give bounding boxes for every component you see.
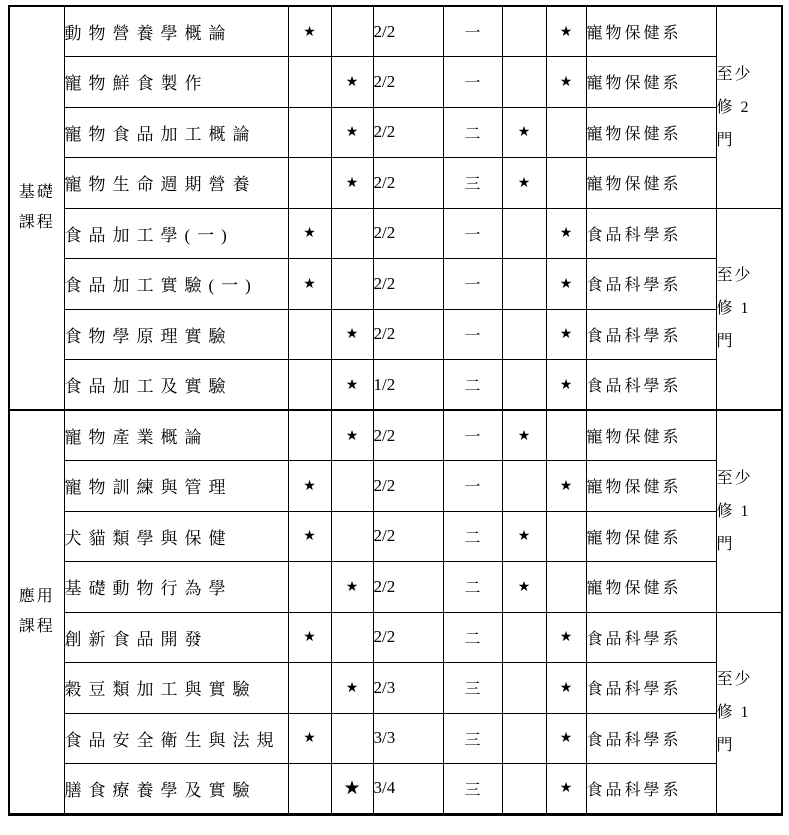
requirement-line: 門 xyxy=(716,131,735,149)
star-cell xyxy=(331,511,373,562)
star-icon: ★ xyxy=(303,23,316,40)
year-cell: 一 xyxy=(443,208,502,259)
credits-cell: 2/2 xyxy=(373,562,443,613)
requirement-cell xyxy=(716,208,782,410)
department-cell: 食品科學系 xyxy=(586,764,716,815)
department-cell: 食品科學系 xyxy=(586,663,716,714)
star-icon: ★ xyxy=(343,777,361,800)
table-row xyxy=(9,309,782,360)
star-cell xyxy=(331,360,373,411)
star-icon: ★ xyxy=(517,528,531,545)
star-cell xyxy=(331,107,373,158)
star-icon: ★ xyxy=(559,73,573,90)
star-cell xyxy=(331,410,373,461)
course-name-cell: 食品加工及實驗 xyxy=(64,360,288,411)
star-cell xyxy=(546,208,586,259)
star-cell xyxy=(546,158,586,209)
department-cell: 食品科學系 xyxy=(586,208,716,259)
table-row xyxy=(9,511,782,562)
star-icon: ★ xyxy=(517,174,531,191)
year-cell: 二 xyxy=(443,511,502,562)
star-cell xyxy=(331,764,373,815)
category-line: 基礎 xyxy=(18,184,55,201)
star-cell xyxy=(546,360,586,411)
star-icon: ★ xyxy=(303,275,316,292)
star-cell xyxy=(288,713,331,764)
department-cell: 食品科學系 xyxy=(586,612,716,663)
department-cell: 寵物保健系 xyxy=(586,6,716,57)
credits-cell: 2/2 xyxy=(373,208,443,259)
credits-cell: 2/2 xyxy=(373,158,443,209)
star-icon: ★ xyxy=(517,124,531,141)
year-cell: 一 xyxy=(443,410,502,461)
star-icon: ★ xyxy=(345,174,359,191)
requirement-line: 門 xyxy=(716,333,735,351)
credits-cell: 1/2 xyxy=(373,360,443,411)
star-cell xyxy=(288,6,331,57)
year-cell: 二 xyxy=(443,360,502,411)
star-cell xyxy=(546,663,586,714)
star-cell xyxy=(502,612,546,663)
year-cell: 一 xyxy=(443,259,502,310)
year-cell: 二 xyxy=(443,107,502,158)
star-cell xyxy=(288,360,331,411)
star-cell xyxy=(502,360,546,411)
star-cell xyxy=(288,764,331,815)
star-cell xyxy=(331,158,373,209)
star-icon: ★ xyxy=(345,679,359,696)
department-cell: 寵物保健系 xyxy=(586,57,716,108)
star-icon: ★ xyxy=(345,73,359,90)
year-cell: 二 xyxy=(443,562,502,613)
star-cell xyxy=(288,410,331,461)
credits-cell: 2/2 xyxy=(373,410,443,461)
star-icon: ★ xyxy=(303,629,316,646)
star-cell xyxy=(331,562,373,613)
star-cell xyxy=(502,208,546,259)
year-cell: 一 xyxy=(443,6,502,57)
star-icon: ★ xyxy=(559,679,573,696)
star-cell xyxy=(546,57,586,108)
course-name-cell: 穀豆類加工與實驗 xyxy=(64,663,288,714)
year-cell: 一 xyxy=(443,57,502,108)
department-cell: 食品科學系 xyxy=(586,713,716,764)
star-cell xyxy=(546,259,586,310)
star-cell xyxy=(502,107,546,158)
year-cell: 三 xyxy=(443,663,502,714)
course-name-cell: 寵物產業概論 xyxy=(64,410,288,461)
star-cell xyxy=(288,57,331,108)
star-cell xyxy=(331,6,373,57)
star-icon: ★ xyxy=(345,326,359,343)
table-row xyxy=(9,6,782,57)
star-icon: ★ xyxy=(345,124,359,141)
requirement-cell xyxy=(716,6,782,208)
star-icon: ★ xyxy=(559,275,573,292)
table-row xyxy=(9,259,782,310)
requirement-line: 至少 xyxy=(716,671,753,688)
year-cell: 三 xyxy=(443,158,502,209)
course-name-cell: 犬貓類學與保健 xyxy=(64,511,288,562)
table-row xyxy=(9,158,782,209)
star-cell xyxy=(502,259,546,310)
department-cell: 寵物保健系 xyxy=(586,410,716,461)
star-cell xyxy=(502,562,546,613)
star-icon: ★ xyxy=(303,528,316,545)
course-name-cell: 寵物生命週期營養 xyxy=(64,158,288,209)
star-cell xyxy=(288,158,331,209)
star-cell xyxy=(288,511,331,562)
table-row xyxy=(9,410,782,461)
star-cell xyxy=(331,612,373,663)
course-name-cell: 基礎動物行為學 xyxy=(64,562,288,613)
table-row xyxy=(9,663,782,714)
course-name-cell: 動物營養學概論 xyxy=(64,6,288,57)
category-line: 課程 xyxy=(18,214,55,231)
star-cell xyxy=(546,107,586,158)
credits-cell: 2/2 xyxy=(373,6,443,57)
star-cell xyxy=(288,107,331,158)
star-cell xyxy=(288,259,331,310)
requirement-line: 修 2 xyxy=(716,98,751,116)
table-row xyxy=(9,208,782,259)
star-icon: ★ xyxy=(303,730,316,747)
course-name-cell: 食物學原理實驗 xyxy=(64,309,288,360)
star-icon: ★ xyxy=(559,326,573,343)
category-cell xyxy=(9,6,64,410)
department-cell: 食品科學系 xyxy=(586,360,716,411)
star-cell xyxy=(502,309,546,360)
category-line: 應用 xyxy=(18,587,55,605)
star-cell xyxy=(546,410,586,461)
year-cell: 三 xyxy=(443,764,502,815)
star-cell xyxy=(331,663,373,714)
star-cell xyxy=(502,57,546,108)
year-cell: 二 xyxy=(443,612,502,663)
star-cell xyxy=(288,461,331,512)
star-icon: ★ xyxy=(303,477,316,494)
course-name-cell: 創新食品開發 xyxy=(64,612,288,663)
star-cell xyxy=(546,713,586,764)
requirement-line: 修 1 xyxy=(716,300,751,318)
star-cell xyxy=(288,562,331,613)
requirement-line: 至少 xyxy=(716,469,753,487)
star-icon: ★ xyxy=(345,427,359,444)
table-row xyxy=(9,562,782,613)
credits-cell: 2/2 xyxy=(373,612,443,663)
star-cell xyxy=(288,208,331,259)
requirement-line: 門 xyxy=(716,737,735,754)
credits-cell: 2/3 xyxy=(373,663,443,714)
course-name-cell: 寵物訓練與管理 xyxy=(64,461,288,512)
table-row xyxy=(9,764,782,815)
year-cell: 一 xyxy=(443,461,502,512)
credits-cell: 3/4 xyxy=(373,764,443,815)
credits-cell: 2/2 xyxy=(373,57,443,108)
star-cell xyxy=(288,612,331,663)
star-icon: ★ xyxy=(559,225,573,242)
table-row xyxy=(9,713,782,764)
star-icon: ★ xyxy=(345,376,359,393)
requirement-line: 修 1 xyxy=(716,704,751,721)
course-name-cell: 食品加工學(一) xyxy=(64,208,288,259)
course-name-cell: 寵物食品加工概論 xyxy=(64,107,288,158)
department-cell: 食品科學系 xyxy=(586,309,716,360)
star-cell xyxy=(331,259,373,310)
star-icon: ★ xyxy=(517,427,531,444)
requirement-line: 門 xyxy=(716,535,735,553)
credits-cell: 2/2 xyxy=(373,461,443,512)
category-line: 課程 xyxy=(18,617,55,635)
star-cell xyxy=(502,461,546,512)
course-table xyxy=(8,5,783,816)
requirement-cell xyxy=(716,410,782,612)
star-icon: ★ xyxy=(559,780,573,797)
credits-cell: 2/2 xyxy=(373,107,443,158)
course-name-cell: 膳食療養學及實驗 xyxy=(64,764,288,815)
star-cell xyxy=(546,764,586,815)
requirement-line: 至少 xyxy=(716,267,753,285)
course-name-cell: 食品安全衛生與法規 xyxy=(64,713,288,764)
department-cell: 寵物保健系 xyxy=(586,461,716,512)
star-cell xyxy=(546,612,586,663)
star-cell xyxy=(331,57,373,108)
star-icon: ★ xyxy=(559,730,573,747)
department-cell: 寵物保健系 xyxy=(586,562,716,613)
star-icon: ★ xyxy=(559,376,573,393)
star-cell xyxy=(502,410,546,461)
credits-cell: 2/2 xyxy=(373,309,443,360)
star-cell xyxy=(546,6,586,57)
star-icon: ★ xyxy=(303,225,316,242)
requirement-cell xyxy=(716,612,782,814)
course-name-cell: 寵物鮮食製作 xyxy=(64,57,288,108)
table-row xyxy=(9,57,782,108)
star-cell xyxy=(331,309,373,360)
category-cell xyxy=(9,410,64,814)
credits-cell: 2/2 xyxy=(373,259,443,310)
star-cell xyxy=(502,158,546,209)
star-cell xyxy=(502,663,546,714)
table-row xyxy=(9,612,782,663)
star-icon: ★ xyxy=(559,23,573,40)
star-cell xyxy=(502,6,546,57)
year-cell: 三 xyxy=(443,713,502,764)
star-cell xyxy=(546,309,586,360)
star-cell xyxy=(288,309,331,360)
table-row xyxy=(9,461,782,512)
star-cell xyxy=(502,764,546,815)
course-name-cell: 食品加工實驗(一) xyxy=(64,259,288,310)
requirement-line: 修 1 xyxy=(716,502,751,520)
credits-cell: 2/2 xyxy=(373,511,443,562)
star-cell xyxy=(502,511,546,562)
star-cell xyxy=(331,208,373,259)
star-icon: ★ xyxy=(345,578,359,595)
star-icon: ★ xyxy=(559,629,573,646)
department-cell: 寵物保健系 xyxy=(586,511,716,562)
department-cell: 寵物保健系 xyxy=(586,107,716,158)
star-cell xyxy=(502,713,546,764)
star-cell xyxy=(288,663,331,714)
star-icon: ★ xyxy=(559,477,573,494)
star-cell xyxy=(546,511,586,562)
star-cell xyxy=(331,713,373,764)
department-cell: 寵物保健系 xyxy=(586,158,716,209)
requirement-line: 至少 xyxy=(716,65,753,83)
table-row xyxy=(9,360,782,411)
department-cell: 食品科學系 xyxy=(586,259,716,310)
star-cell xyxy=(546,562,586,613)
credits-cell: 3/3 xyxy=(373,713,443,764)
star-icon: ★ xyxy=(517,578,531,595)
table-row xyxy=(9,107,782,158)
year-cell: 一 xyxy=(443,309,502,360)
star-cell xyxy=(331,461,373,512)
star-cell xyxy=(546,461,586,512)
